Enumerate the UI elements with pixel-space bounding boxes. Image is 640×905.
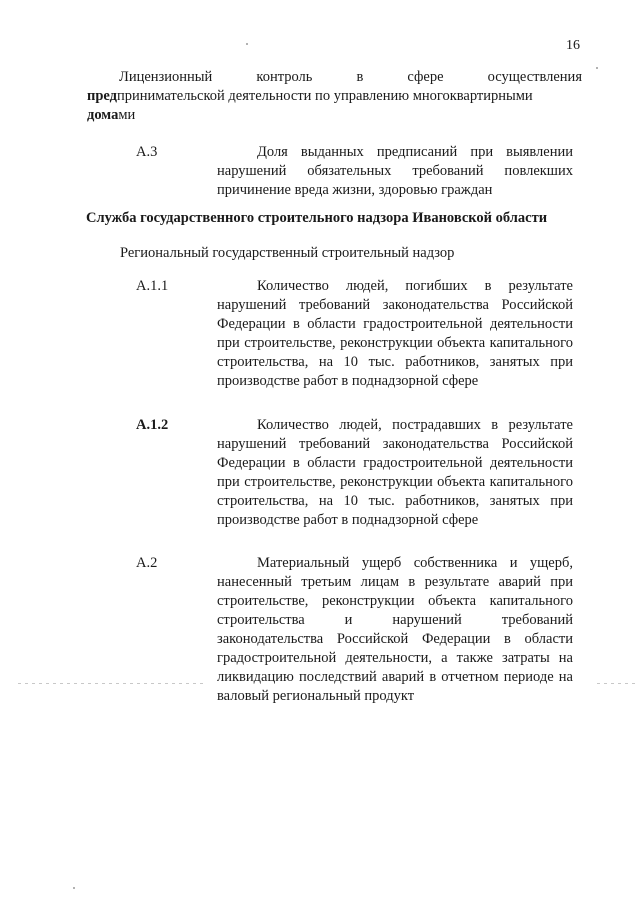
scan-artifact [596, 67, 598, 69]
scan-artifact [597, 683, 637, 684]
intro-line-2 [87, 87, 582, 106]
section-subtitle: Региональный государственный строительный надзор [120, 245, 455, 261]
indicator-text: Количество людей, пострадавших в результате нарушений требований законодательства Российской Федерации в области градостроительной деятельности при строительстве, реконструкции объекта капитального строительства, на 10 тыс. работников, занятых при производстве работ в поднадзорной сфере [217, 417, 573, 528]
service-heading: Служба государственного строительного надзора Ивановской области [86, 210, 548, 226]
intro-line-3-rest: ми [118, 107, 136, 123]
indicator-text: Доля выданных предписаний при выявлении нарушений обязательных требований повлекших причинение вреда жизни, здоровью граждан [217, 144, 573, 198]
scan-artifact [18, 683, 204, 684]
intro-line-2-rest: принимательской деятельности по управлению многоквартирными [117, 88, 533, 104]
page-number: 16 [566, 38, 580, 53]
indicator-text: Материальный ущерб собственника и ущерб, нанесенный третьим лицам в результате аварий при строительстве, реконструкции объекта капитального строительства и нарушений требований законодательства Российской Федерации в области градостроительной деятельности, а также затраты на ликвидацию последствий аварий в отчетном периоде на валовый региональный продукт [217, 555, 573, 704]
intro-line-2-bold: пред [87, 88, 117, 104]
indicator-text: Количество людей, погибших в результате нарушений требований законодательства Российской Федерации в области градостроительной деятельности при строительстве, реконструкции объекта капитального строительства, на 10 тыс. работников, занятых при производстве работ в поднадзорной сфере [217, 278, 573, 389]
indicator-code: А.1.1 [136, 278, 169, 294]
intro-line-3-bold: дома [87, 107, 119, 123]
intro-paragraph [87, 68, 582, 125]
indicator-code: А.3 [136, 144, 158, 160]
scan-artifact [246, 43, 248, 45]
indicator-code: А.2 [136, 555, 158, 571]
intro-line-3 [87, 106, 582, 125]
indicator-code: А.1.2 [136, 417, 169, 433]
scan-artifact [73, 887, 75, 889]
intro-line-1: Лицензионный контроль в сфере осуществления [119, 69, 582, 85]
